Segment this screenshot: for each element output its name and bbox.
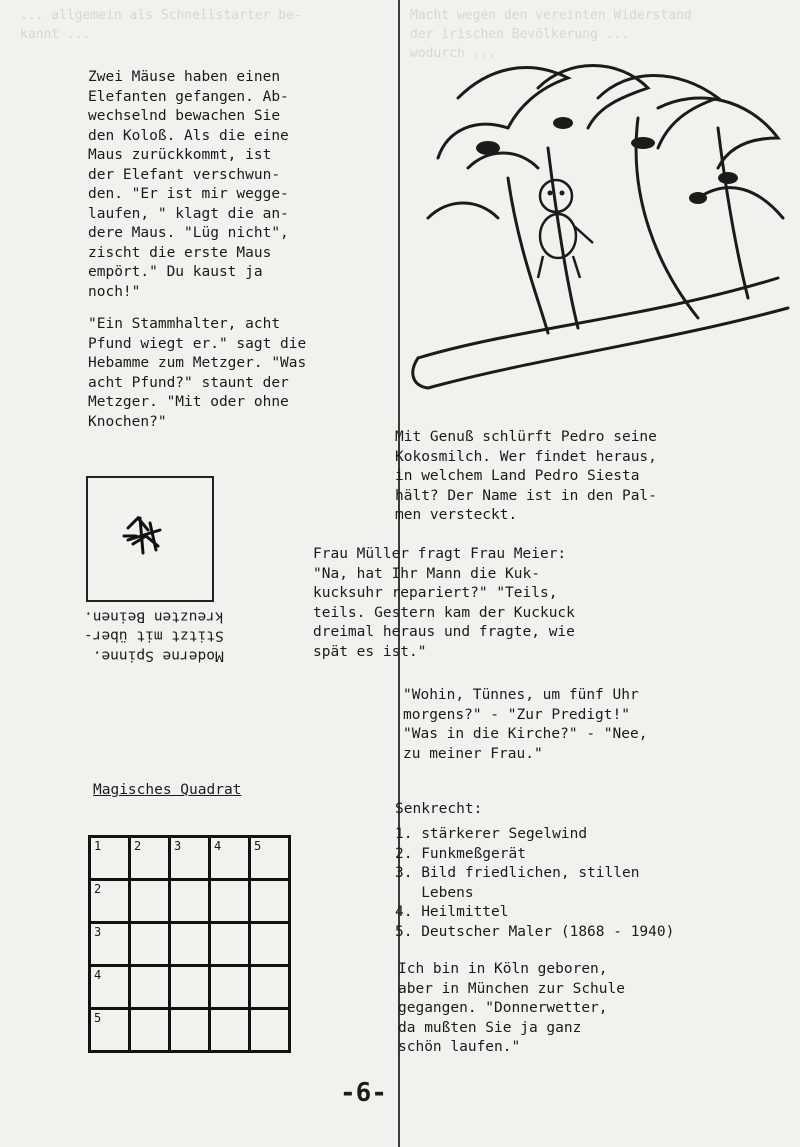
text-line: "Wohin, Tünnes, um fünf Uhr	[403, 687, 639, 703]
text-line: 2. Funkmeßgerät	[395, 845, 526, 862]
text-line: 3. Bild friedlichen, stillen	[395, 865, 640, 881]
text-line: Lebens	[395, 884, 474, 901]
grid-cell: 2	[90, 880, 130, 923]
text-line: noch!"	[88, 283, 141, 300]
text-line: zischt die erste Maus	[88, 244, 272, 261]
grid-cell: 1	[90, 837, 130, 880]
grid-cell	[170, 880, 210, 923]
text-line: Metzger. "Mit oder ohne	[88, 394, 289, 410]
grid-cell	[130, 966, 170, 1009]
text-line: Zwei Mäuse haben einen	[88, 69, 281, 85]
text-line: "Ein Stammhalter, acht	[88, 316, 281, 332]
caption-spinne-upside-down	[84, 606, 224, 665]
magic-square-title: Magisches Quadrat	[93, 782, 242, 798]
bleed-through-text: ... allgemein als Schnellstarter be- kannt ...	[20, 8, 302, 42]
text-line: Mit Genuß schlürft Pedro seine	[395, 429, 657, 445]
text-line: dere Maus. "Lüg nicht",	[88, 225, 289, 241]
joke-tuennes	[403, 686, 647, 764]
grid-cell	[130, 923, 170, 966]
grid-cell: 3	[170, 837, 210, 880]
grid-cell: 5	[250, 837, 290, 880]
magic-square-grid	[88, 835, 291, 1053]
grid-cell	[130, 880, 170, 923]
text-line: spät es ist."	[313, 643, 427, 660]
grid-cell	[250, 1009, 290, 1052]
text-line: "Was in die Kirche?" - "Nee,	[403, 726, 648, 742]
grid-cell	[250, 880, 290, 923]
text-line: Knochen?"	[88, 413, 167, 430]
text-line: "Na, hat Ihr Mann die Kuk-	[313, 565, 540, 582]
text-line: teils. Gestern kam der Kuckuck	[313, 604, 575, 621]
text-line: kreuzten Beinen.	[84, 608, 224, 625]
spider-puzzle-box	[86, 476, 214, 602]
grid-cell: 5	[90, 1009, 130, 1052]
palm-tree-illustration	[398, 28, 798, 408]
text-line: da mußten Sie ja ganz	[398, 1019, 582, 1036]
text-line: den Koloß. Als die eine	[88, 127, 289, 144]
joke-kuckuck	[313, 545, 575, 662]
text-line: Ich bin in Köln geboren,	[398, 961, 608, 977]
text-line: Stitzt mit über-	[84, 628, 224, 644]
text-line: 5. Deutscher Maler (1868 - 1940)	[395, 923, 675, 940]
grid-cell	[210, 923, 250, 966]
text-line: 1. stärkerer Segelwind	[395, 826, 588, 842]
joke-stammhalter	[88, 315, 306, 432]
text-line: laufen, " klagt die an-	[88, 205, 289, 222]
text-line: Maus zurückkommt, ist	[88, 147, 272, 163]
text-line: hält? Der Name ist in den Pal-	[395, 487, 657, 504]
page-number: -6-	[340, 1078, 387, 1108]
text-line: Hebamme zum Metzger. "Was	[88, 355, 307, 371]
text-line: den. "Er ist mir wegge-	[88, 186, 289, 202]
magic-square-clues-title: Senkrecht:	[395, 801, 483, 817]
riddle-pedro	[395, 428, 657, 526]
text-line: men versteckt.	[395, 507, 518, 523]
grid-cell	[250, 923, 290, 966]
grid-cell	[210, 880, 250, 923]
spider-icon	[88, 478, 212, 600]
text-line: wechselnd bewachen Sie	[88, 108, 281, 124]
grid-cell: 4	[90, 966, 130, 1009]
text-line: aber in München zur Schule	[398, 980, 625, 997]
text-line: Elefanten gefangen. Ab-	[88, 88, 289, 105]
text-line: gegangen. "Donnerwetter,	[398, 1000, 608, 1016]
grid-cell	[210, 966, 250, 1009]
text-line: acht Pfund?" staunt der	[88, 374, 289, 391]
text-line: in welchem Land Pedro Siesta	[395, 468, 640, 484]
text-line: Kokosmilch. Wer findet heraus,	[395, 448, 657, 465]
text-line: dreimal heraus und fragte, wie	[313, 624, 575, 640]
magic-square-clues	[395, 825, 674, 942]
text-line: der Elefant verschwun-	[88, 166, 281, 183]
text-line: empört." Du kaust ja	[88, 264, 263, 280]
grid-cell	[170, 923, 210, 966]
grid-cell	[170, 966, 210, 1009]
joke-koeln	[398, 960, 625, 1058]
text-line: kucksuhr repariert?" "Teils,	[313, 585, 558, 601]
text-line: Moderne Spinne.	[92, 647, 224, 664]
text-line: zu meiner Frau."	[403, 745, 543, 762]
joke-mouse	[88, 68, 289, 302]
bleed-through-text: Macht wegen den vereinten Widerstand der irischen Bevölkerung ... wodurch ...	[410, 8, 692, 61]
grid-cell	[130, 1009, 170, 1052]
grid-cell	[210, 1009, 250, 1052]
text-line: 4. Heilmittel	[395, 904, 509, 920]
grid-cell: 2	[130, 837, 170, 880]
grid-cell: 3	[90, 923, 130, 966]
text-line: Frau Müller fragt Frau Meier:	[313, 546, 567, 562]
grid-cell	[170, 1009, 210, 1052]
text-line: schön laufen."	[398, 1039, 521, 1055]
grid-cell: 4	[210, 837, 250, 880]
text-line: Pfund wiegt er." sagt die	[88, 335, 307, 352]
grid-cell	[250, 966, 290, 1009]
text-line: morgens?" - "Zur Predigt!"	[403, 706, 630, 723]
